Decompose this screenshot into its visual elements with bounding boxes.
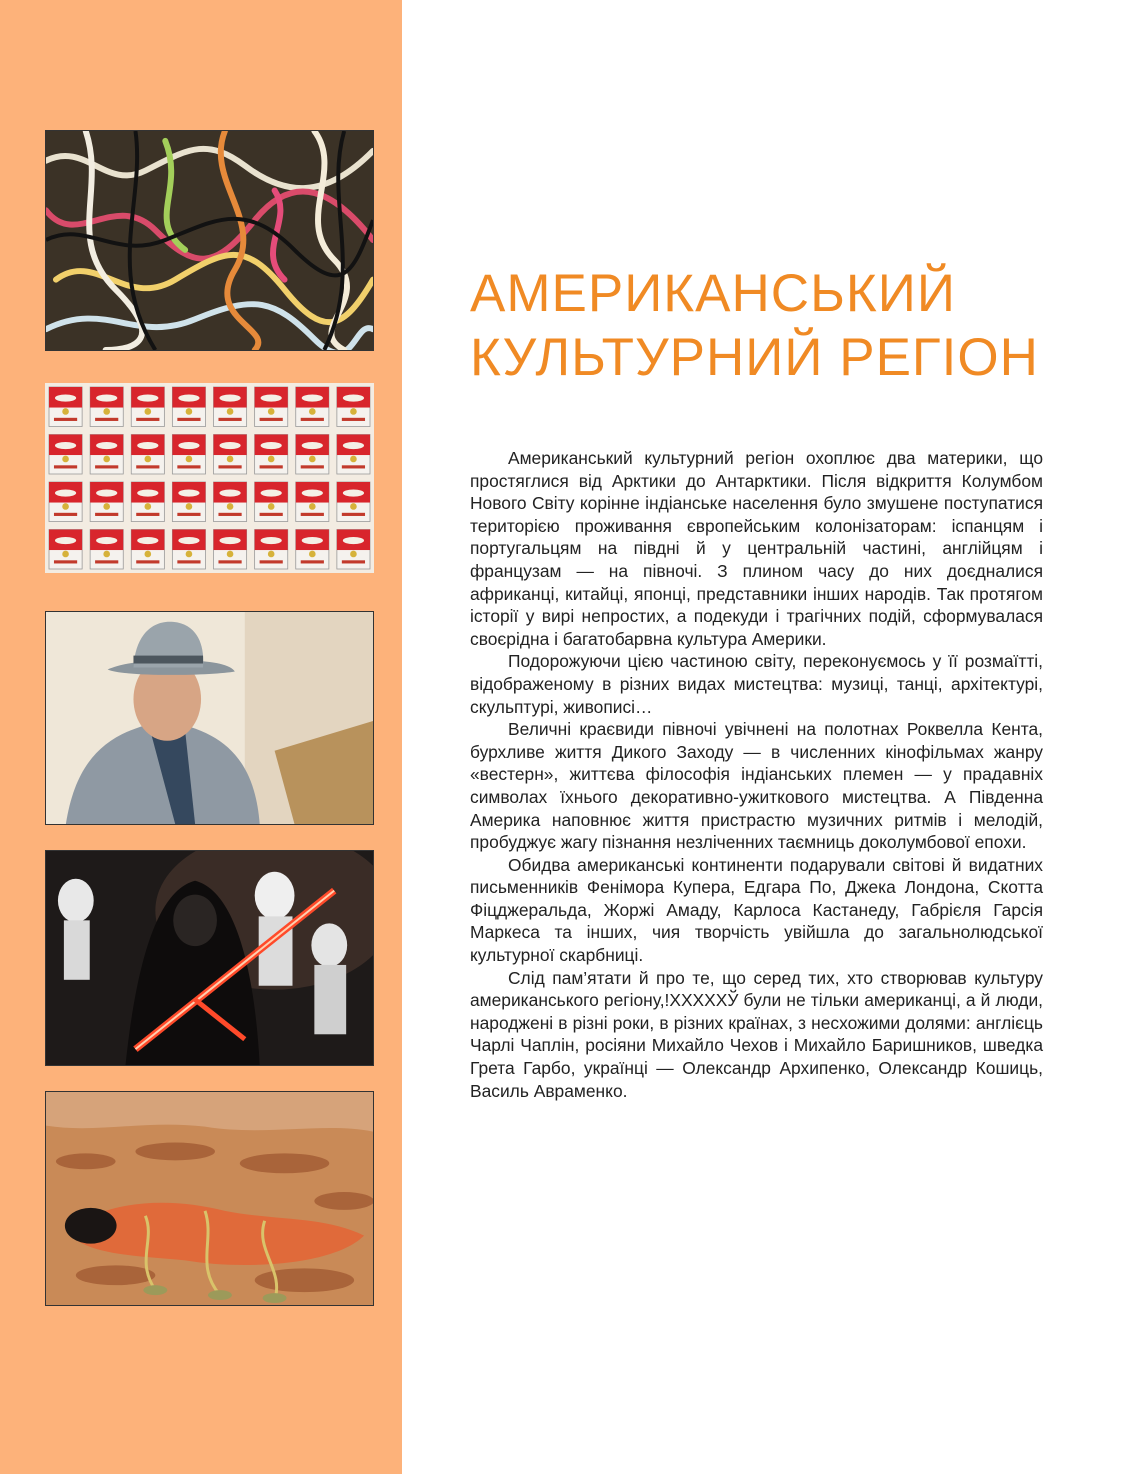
soup-can bbox=[90, 387, 123, 427]
title-line-2: КУЛЬТУРНИЙ РЕГІОН bbox=[470, 328, 1039, 387]
soup-can bbox=[131, 530, 164, 570]
page-title bbox=[470, 262, 1110, 390]
man-in-hat-portrait-image bbox=[45, 611, 374, 825]
soup-can bbox=[90, 482, 123, 522]
paragraph: Американський культурний регіон охоплює два материки, що простяглися від Арктики до Антарктики. Після відкриття Колумбом Нового Світу корінне індіанське населення було змушене поступатися територією проживання європейським колонізаторам: іспанцям і португальцям на півдні й у центральній частині, англійцям і французам — на півночі. З плином часу до них доєдналися африканці, китайці, японці, представники інших народів. Так протягом історії у вирі непростих, а подекуди і трагічних подій, сформувалася своєрідна і багатобарвна культура Америки. bbox=[470, 448, 1043, 649]
soup-can bbox=[131, 387, 164, 427]
paragraph: Обидва американські континенти подарували світові й видатних письменників Фенімора Купера, Едгара По, Джека Лондона, Скотта Фіцджеральда, Жоржі Амаду, Карлоса Кастанеду, Габрієля Гарсія Маркеса та інших, чия творчість увійшла до загальнолюдської культурної скарбниці. bbox=[470, 854, 1043, 966]
soup-can bbox=[49, 530, 82, 570]
soup-can bbox=[90, 530, 123, 570]
paragraph: Слід пам’ятати й про те, що серед тих, хто створював культуру американського регіону,!ХХХХХЎ були не тільки американці, а й люди, народжені в різні роки, в різних країнах, з несхожими долями: англієць Чарлі Чаплін, росіяни Михайло Чехов і Михайло Баришников, шведка Грета Гарбо, українці — Олександр Архипенко, Олександр Кошиць, Василь Авраменко. bbox=[470, 967, 1043, 1101]
soup-can bbox=[296, 435, 329, 475]
body-text bbox=[470, 447, 1043, 1102]
soup-can bbox=[172, 387, 205, 427]
soup-can bbox=[255, 387, 288, 427]
paragraph: Подорожуючи цією частиною світу, переконуємось у її розмаїтті, відображеному в різних видах мистецтва: музиці, танці, архітектурі, скульптурі, живописі… bbox=[470, 651, 1043, 717]
film-still-red-saber-image bbox=[45, 850, 374, 1066]
soup-can bbox=[131, 482, 164, 522]
soup-can bbox=[49, 387, 82, 427]
paragraph: Величні краєвиди півночі увічнені на полотнах Роквелла Кента, бурхливе життя Дикого Заходу — в численних кінофільмах жанру «вестерн», життєва філософія індіанських племен — у прадавніх символах їхнього декоративно-ужиткового мистецтва. А Південна Америка наповнює життя пристрастю музичних ритмів і мелодій, пробуджує жагу пізнання незліченних таємниць доколумбової епохи. bbox=[470, 719, 1043, 853]
soup-can bbox=[49, 435, 82, 475]
soup-can bbox=[90, 435, 123, 475]
soup-can bbox=[214, 435, 247, 475]
soup-can bbox=[337, 387, 370, 427]
sidebar bbox=[0, 0, 402, 1474]
soup-can bbox=[337, 435, 370, 475]
soup-can bbox=[337, 530, 370, 570]
soup-can bbox=[255, 482, 288, 522]
soup-can bbox=[49, 482, 82, 522]
soup-can bbox=[214, 530, 247, 570]
soup-cans-grid-image bbox=[45, 383, 374, 573]
surreal-landscape-painting-image bbox=[45, 1091, 374, 1306]
soup-can bbox=[131, 435, 164, 475]
soup-can bbox=[214, 482, 247, 522]
abstract-drip-painting-image bbox=[45, 130, 374, 351]
soup-can bbox=[296, 387, 329, 427]
soup-can bbox=[255, 530, 288, 570]
soup-can bbox=[172, 530, 205, 570]
soup-can bbox=[255, 435, 288, 475]
soup-can bbox=[337, 482, 370, 522]
soup-can bbox=[214, 387, 247, 427]
soup-can bbox=[296, 530, 329, 570]
soup-can bbox=[296, 482, 329, 522]
soup-can bbox=[172, 482, 205, 522]
title-line-1: АМЕРИКАНСЬКИЙ bbox=[470, 264, 956, 323]
soup-can bbox=[172, 435, 205, 475]
